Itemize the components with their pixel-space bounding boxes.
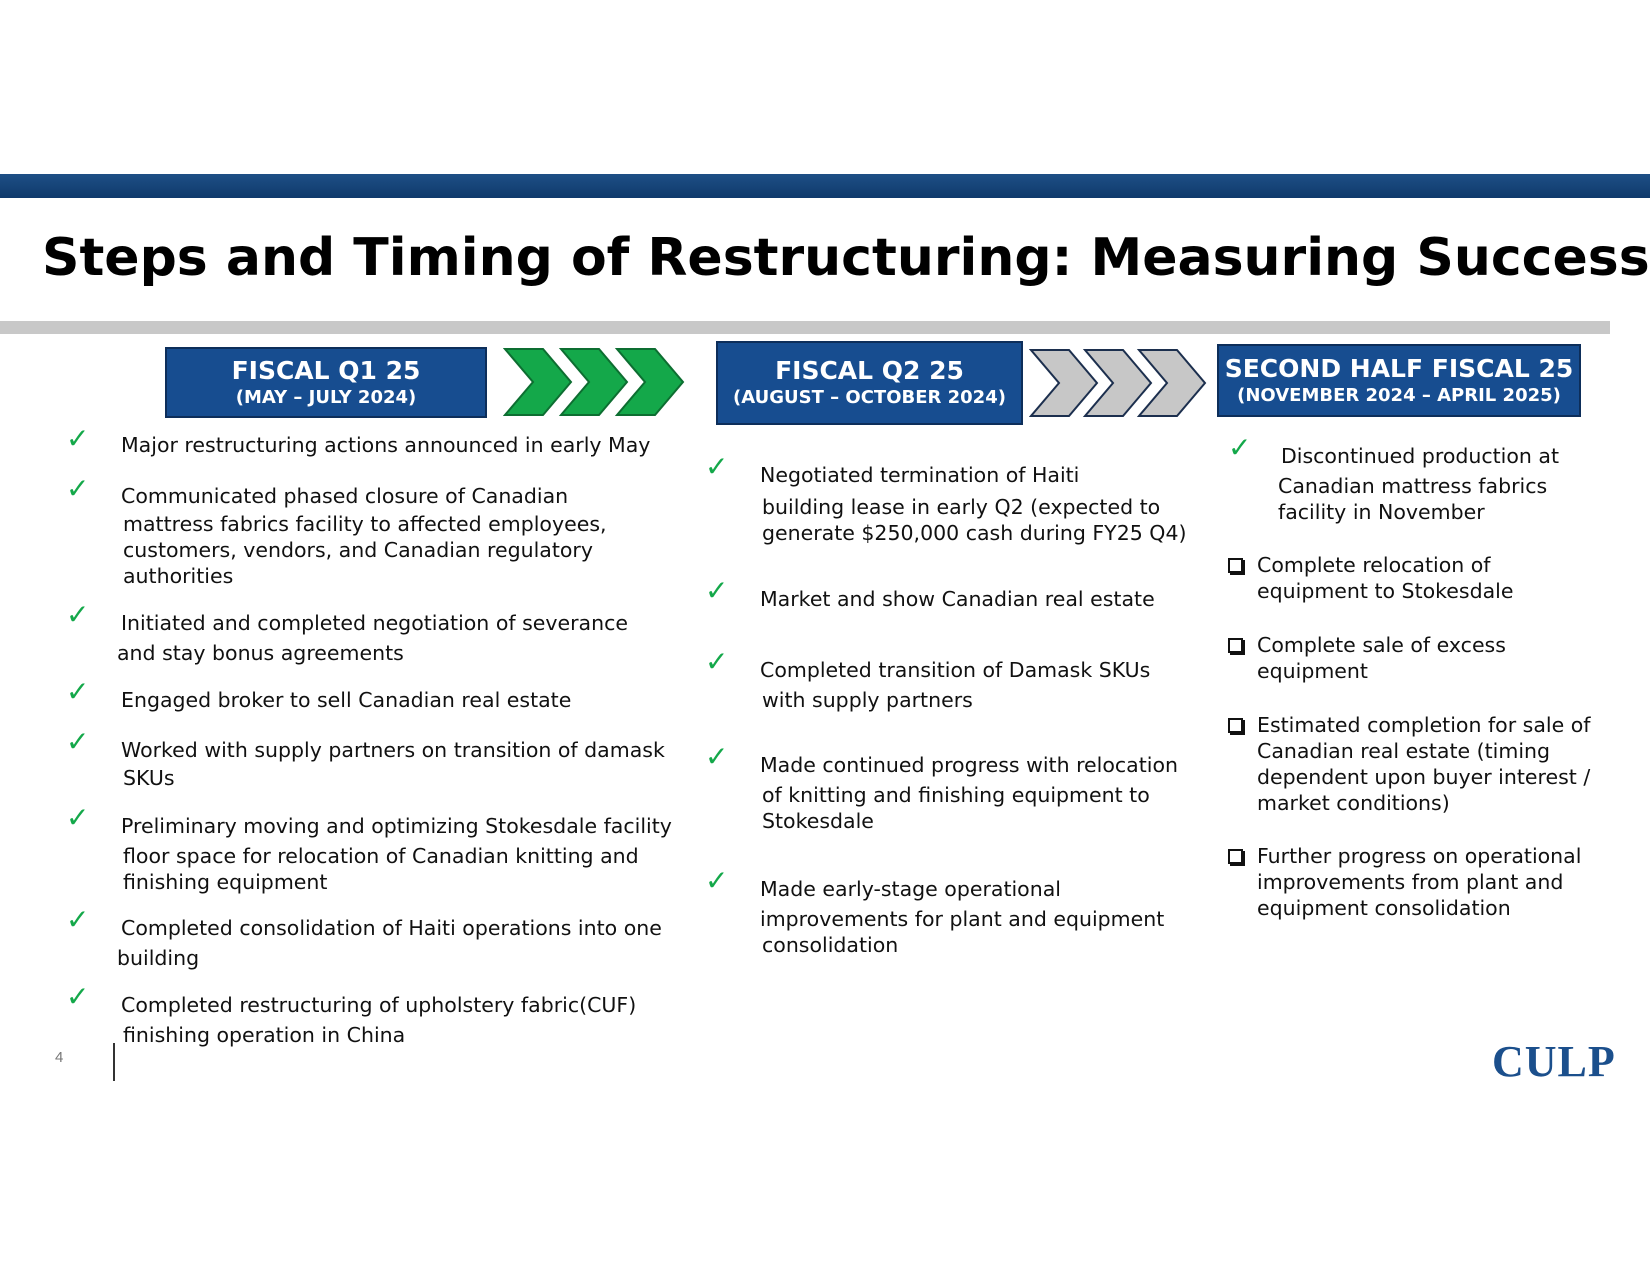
- phase-q2-subtitle: (AUGUST – OCTOBER 2024): [733, 387, 1006, 408]
- q2-item-4: [760, 752, 1200, 834]
- q2-item-5-line: consolidation: [762, 933, 899, 957]
- q1-item-5-line: Worked with supply partners on transition of damask: [121, 738, 665, 762]
- q1-item-2: [121, 483, 661, 589]
- q1-item-5: [121, 737, 681, 791]
- check-icon: ✓: [705, 645, 729, 678]
- q1-item-1-line: Major restructuring actions announced in early May: [121, 433, 651, 457]
- q1-item-8-line: finishing operation in China: [123, 1023, 406, 1047]
- phase-q2-title: FISCAL Q2 25: [775, 356, 964, 385]
- h2-item-5-line: equipment consolidation: [1257, 896, 1511, 920]
- q1-item-6-line: Preliminary moving and optimizing Stokesdale facility: [121, 814, 672, 838]
- check-icon: ✓: [66, 472, 90, 505]
- h2-item-1: [1278, 443, 1631, 525]
- check-icon: ✓: [66, 980, 90, 1013]
- phase-h2-box: [1217, 344, 1581, 417]
- phase-q1-box: [165, 347, 487, 418]
- q1-item-7: [117, 915, 677, 971]
- q2-item-1-line: generate $250,000 cash during FY25 Q4): [762, 521, 1187, 545]
- checkbox-icon: [1228, 849, 1243, 864]
- q1-item-2-line: customers, vendors, and Canadian regulatory: [123, 538, 593, 562]
- h2-item-4-line: dependent upon buyer interest /: [1257, 765, 1591, 789]
- q2-item-2-line: Market and show Canadian real estate: [760, 587, 1155, 611]
- check-icon: ✓: [66, 422, 90, 455]
- footer-divider: [113, 1043, 115, 1081]
- q2-item-1: [760, 462, 1200, 546]
- q1-item-3: [117, 610, 677, 666]
- q1-item-4-line: Engaged broker to sell Canadian real estate: [121, 688, 572, 712]
- h2-item-1-line: Canadian mattress fabrics: [1278, 474, 1548, 498]
- q1-item-6-line: finishing equipment: [123, 870, 328, 894]
- q2-item-1-line: building lease in early Q2 (expected to: [762, 495, 1161, 519]
- h2-item-5-line: improvements from plant and: [1257, 870, 1564, 894]
- h2-item-4-line: Estimated completion for sale of: [1257, 713, 1591, 737]
- green-chevrons-icon: [503, 347, 686, 417]
- q1-item-8-line: Completed restructuring of upholstery fabric(CUF): [121, 993, 637, 1017]
- h2-item-2: [1257, 552, 1637, 604]
- q1-item-4: [121, 687, 661, 713]
- q2-item-5-line: Made early-stage operational: [760, 877, 1061, 901]
- gray-chevrons-icon: [1029, 348, 1207, 418]
- check-icon: ✓: [1228, 431, 1252, 464]
- h2-item-3-line: Complete sale of excess: [1257, 633, 1506, 657]
- h2-item-1-line: facility in November: [1278, 500, 1485, 524]
- h2-item-4-line: Canadian real estate (timing: [1257, 739, 1551, 763]
- check-icon: ✓: [66, 801, 90, 834]
- header-band: [0, 174, 1650, 198]
- h2-item-2-line: Complete relocation of: [1257, 553, 1491, 577]
- q1-item-6-line: floor space for relocation of Canadian knitting and: [123, 844, 639, 868]
- phase-h2-title: SECOND HALF FISCAL 25: [1224, 353, 1574, 383]
- q2-item-4-line: of knitting and finishing equipment to: [762, 783, 1150, 807]
- page-number: 4: [55, 1049, 64, 1066]
- q1-item-8: [121, 992, 681, 1048]
- q1-item-2-line: Communicated phased closure of Canadian: [121, 484, 569, 508]
- check-icon: ✓: [66, 675, 90, 708]
- check-icon: ✓: [705, 574, 729, 607]
- h2-item-4-line: market conditions): [1257, 791, 1450, 815]
- check-icon: ✓: [66, 903, 90, 936]
- q2-item-3-line: with supply partners: [762, 688, 973, 712]
- title-divider: [0, 321, 1610, 334]
- q2-item-4-line: Made continued progress with relocation: [760, 753, 1179, 777]
- q1-item-5-line: SKUs: [123, 766, 175, 790]
- q1-item-2-line: authorities: [123, 564, 234, 588]
- h2-item-3-line: equipment: [1257, 659, 1368, 683]
- h2-item-2-line: equipment to Stokesdale: [1257, 579, 1514, 603]
- q1-item-1: [121, 432, 661, 458]
- checkbox-icon: [1228, 638, 1243, 653]
- q2-item-1-line: Negotiated termination of Haiti: [760, 463, 1080, 487]
- phase-q2-box: [716, 341, 1023, 425]
- q2-item-4-line: Stokesdale: [762, 809, 874, 833]
- h2-item-5-line: Further progress on operational: [1257, 844, 1582, 868]
- phase-q1-title: FISCAL Q1 25: [231, 355, 421, 385]
- q2-item-5: [760, 876, 1200, 958]
- q1-item-3-line: Initiated and completed negotiation of severance: [121, 611, 628, 635]
- h2-item-4: [1257, 712, 1642, 816]
- h2-item-5: [1257, 843, 1637, 921]
- culp-logo: CULP: [1492, 1037, 1616, 1086]
- q1-item-7-line: building: [117, 946, 200, 970]
- check-icon: ✓: [705, 864, 729, 897]
- check-icon: ✓: [705, 450, 729, 483]
- check-icon: ✓: [66, 598, 90, 631]
- q1-item-3-line: and stay bonus agreements: [117, 641, 404, 665]
- checkbox-icon: [1228, 718, 1243, 733]
- checkbox-icon: [1228, 558, 1243, 573]
- h2-item-3: [1257, 632, 1637, 684]
- q2-item-5-line: improvements for plant and equipment: [760, 907, 1165, 931]
- q2-item-3: [760, 657, 1200, 713]
- phase-h2-subtitle: (NOVEMBER 2024 – APRIL 2025): [1237, 384, 1561, 406]
- q1-item-2-line: mattress fabrics facility to affected employees,: [123, 512, 607, 536]
- q1-item-6: [121, 813, 681, 895]
- h2-item-1-line: Discontinued production at: [1281, 444, 1560, 468]
- page-title: Steps and Timing of Restructuring: Measuring Success: [42, 228, 1650, 288]
- check-icon: ✓: [66, 725, 90, 758]
- phase-q1-subtitle: (MAY – JULY 2024): [235, 386, 417, 408]
- q2-item-3-line: Completed transition of Damask SKUs: [760, 658, 1151, 682]
- q2-item-2: [760, 586, 1200, 612]
- q1-item-7-line: Completed consolidation of Haiti operations into one: [121, 916, 662, 940]
- check-icon: ✓: [705, 740, 729, 773]
